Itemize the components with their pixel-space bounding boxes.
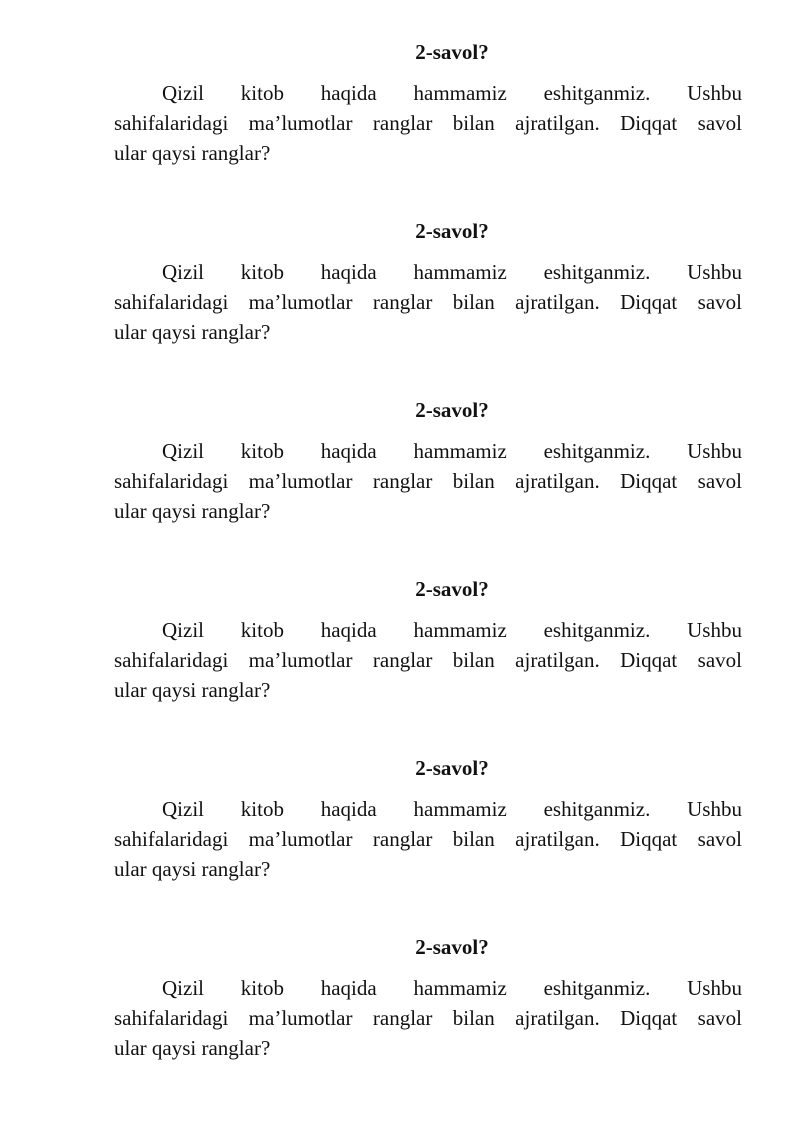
word: haqida — [320, 976, 377, 1000]
paragraph-line-1 — [114, 973, 742, 1003]
word: Ushbu — [687, 797, 742, 821]
paragraph-line-2 — [114, 645, 742, 675]
paragraph-line-2 — [114, 108, 742, 138]
paragraph-line-1 — [114, 78, 742, 108]
word: hammamiz — [413, 81, 507, 105]
question-section — [114, 217, 742, 396]
word: kitob — [240, 976, 284, 1000]
word: Qizil — [162, 81, 204, 105]
question-paragraph — [114, 257, 742, 347]
paragraph-line-2 — [114, 1003, 742, 1033]
word: hammamiz — [413, 618, 507, 642]
word: hammamiz — [413, 260, 507, 284]
word: kitob — [240, 260, 284, 284]
word: kitob — [240, 439, 284, 463]
word: Qizil — [162, 260, 204, 284]
word: eshitganmiz. — [543, 81, 651, 105]
question-heading: 2-savol? — [415, 398, 489, 422]
word: haqida — [320, 797, 377, 821]
question-heading: 2-savol? — [415, 219, 489, 243]
paragraph-line-1 — [114, 615, 742, 645]
word: haqida — [320, 260, 377, 284]
question-section — [114, 575, 742, 754]
question-heading: 2-savol? — [415, 935, 489, 959]
line-text: sahifalaridagi ma’lumotlar ranglar bilan ajratilgan. Diqqat savol — [114, 827, 742, 851]
word: haqida — [320, 618, 377, 642]
word: eshitganmiz. — [543, 260, 651, 284]
word: hammamiz — [413, 976, 507, 1000]
line-text: sahifalaridagi ma’lumotlar ranglar bilan ajratilgan. Diqqat savol — [114, 1006, 742, 1030]
word: Qizil — [162, 797, 204, 821]
word: Qizil — [162, 618, 204, 642]
question-paragraph — [114, 973, 742, 1063]
word: kitob — [240, 797, 284, 821]
word: Ushbu — [687, 260, 742, 284]
paragraph-line-3: ular qaysi ranglar? — [114, 678, 271, 702]
question-paragraph — [114, 78, 742, 168]
paragraph-line-1 — [114, 794, 742, 824]
word: hammamiz — [413, 797, 507, 821]
line-text: sahifalaridagi ma’lumotlar ranglar bilan ajratilgan. Diqqat savol — [114, 469, 742, 493]
word: hammamiz — [413, 439, 507, 463]
word: Qizil — [162, 439, 204, 463]
word: eshitganmiz. — [543, 976, 651, 1000]
word: Qizil — [162, 976, 204, 1000]
paragraph-line-1 — [114, 436, 742, 466]
paragraph-line-1 — [114, 257, 742, 287]
word: eshitganmiz. — [543, 618, 651, 642]
paragraph-line-2 — [114, 466, 742, 496]
question-heading: 2-savol? — [415, 577, 489, 601]
paragraph-line-3: ular qaysi ranglar? — [114, 320, 271, 344]
question-paragraph — [114, 794, 742, 884]
paragraph-line-3: ular qaysi ranglar? — [114, 499, 271, 523]
question-paragraph — [114, 436, 742, 526]
line-text: sahifalaridagi ma’lumotlar ranglar bilan ajratilgan. Diqqat savol — [114, 648, 742, 672]
question-heading: 2-savol? — [415, 40, 489, 64]
line-text: sahifalaridagi ma’lumotlar ranglar bilan ajratilgan. Diqqat savol — [114, 290, 742, 314]
question-section — [114, 933, 742, 1112]
word: haqida — [320, 81, 377, 105]
word: Ushbu — [687, 81, 742, 105]
document-page — [114, 38, 742, 1112]
line-text: sahifalaridagi ma’lumotlar ranglar bilan ajratilgan. Diqqat savol — [114, 111, 742, 135]
paragraph-line-3: ular qaysi ranglar? — [114, 857, 271, 881]
question-paragraph — [114, 615, 742, 705]
paragraph-line-3: ular qaysi ranglar? — [114, 1036, 271, 1060]
paragraph-line-2 — [114, 824, 742, 854]
paragraph-line-3: ular qaysi ranglar? — [114, 141, 271, 165]
word: Ushbu — [687, 976, 742, 1000]
question-section — [114, 396, 742, 575]
word: Ushbu — [687, 439, 742, 463]
word: kitob — [240, 618, 284, 642]
question-section — [114, 38, 742, 217]
word: kitob — [240, 81, 284, 105]
word: eshitganmiz. — [543, 797, 651, 821]
paragraph-line-2 — [114, 287, 742, 317]
question-section — [114, 754, 742, 933]
word: eshitganmiz. — [543, 439, 651, 463]
word: Ushbu — [687, 618, 742, 642]
question-heading: 2-savol? — [415, 756, 489, 780]
word: haqida — [320, 439, 377, 463]
